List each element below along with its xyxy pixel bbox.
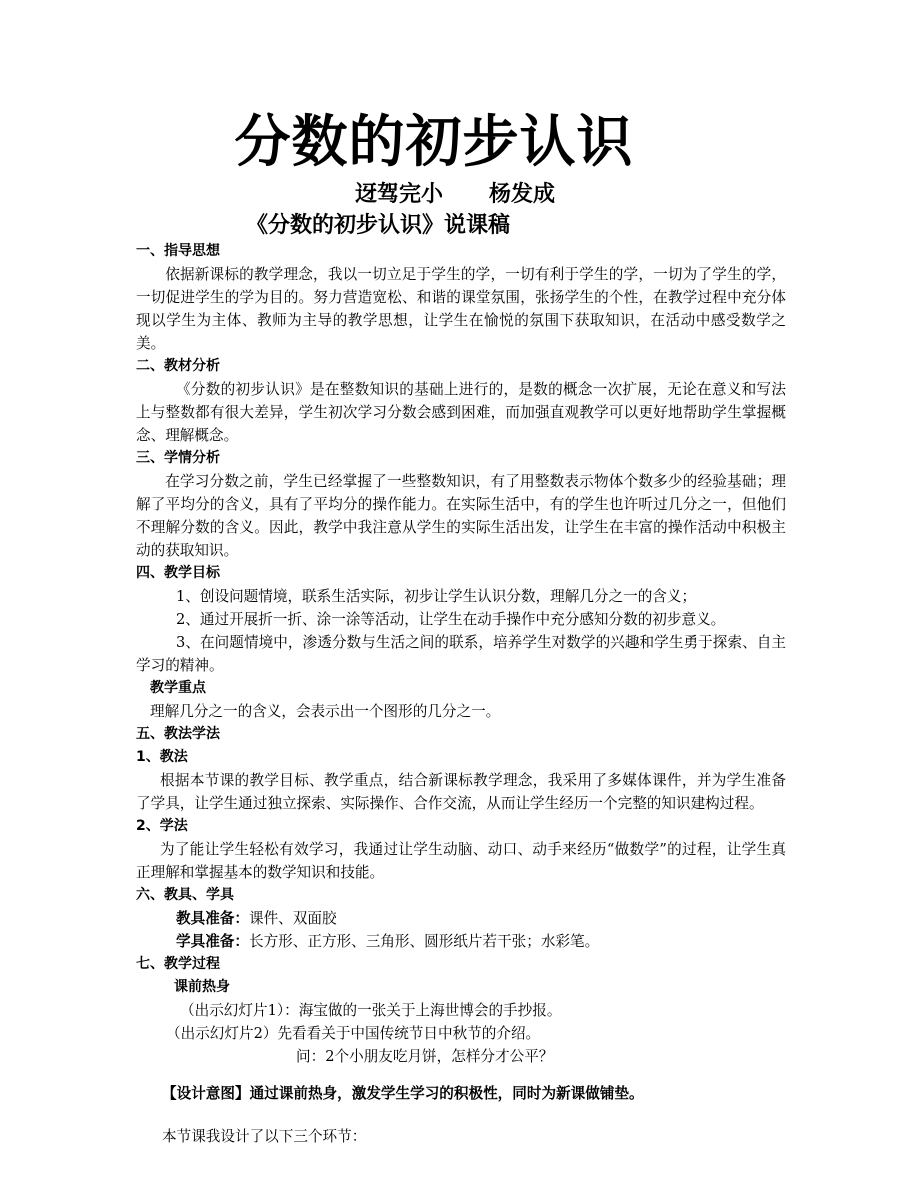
paragraph-learning-method: 为了能让学生轻松有效学习，我通过让学生动脑、动口、动手来经历“做数学”的过程，让学生真正理解和掌握基本的数学知识和技能。	[136, 841, 786, 881]
paragraph-textbook-analysis: 《分数的初步认识》是在整数知识的基础上进行的，是数的概念一次扩展，无论在意义和写法上与整数都有很大差异，学生初次学习分数会感到困难，而加强直观教学可以更好地帮助学生掌握概念、理解概念。	[136, 381, 786, 444]
spacer	[136, 1105, 786, 1125]
subheading-key-point: 教学重点	[150, 680, 206, 696]
section-heading-methods: 五、教法学法	[136, 726, 220, 742]
slide-1-line: （出示幻灯片1）：海宝做的一张关于上海世博会的手抄报。	[180, 1002, 562, 1019]
subheading-learning-method: 2、学法	[136, 818, 188, 834]
teaching-goal-1: 1、创设问题情境，联系生活实际，初步让学生认识分数，理解几分之一的含义；	[176, 588, 697, 605]
paragraph-key-point: 理解几分之一的含义，会表示出一个图形的几分之一。	[150, 703, 501, 720]
document-body	[136, 240, 786, 1148]
paragraph-student-analysis: 在学习分数之前，学生已经掌握了一些整数知识，有了用整数表示物体个数多少的经验基础；理解了平均分的含义，具有了平均分的操作能力。在实际生活中，有的学生也许听过几分之一，但他们不理解分数的含义。因此，教学中我注意从学生的实际生活出发，让学生在丰富的操作活动中积极主动的获取知识。	[136, 473, 786, 559]
paragraph-guiding-thought: 依据新课标的教学理念，我以一切立足于学生的学，一切有利于学生的学，一切为了学生的学，一切促进学生的学为目的。努力营造宽松、和谐的课堂氛围，张扬学生的个性，在教学过程中充分体现以学生为主体、教师为主导的教学思想，让学生在愉悦的氛围下获取知识，在活动中感受数学之美。	[136, 266, 786, 352]
design-intent-note: 【设计意图】通过课前热身，激发学生学习的积极性，同时为新课做铺垫。	[162, 1085, 644, 1102]
section-heading-guiding-thought: 一、指导思想	[136, 243, 220, 259]
learning-tools-line	[136, 930, 786, 953]
teaching-tools-text: 课件、双面胶	[248, 910, 337, 927]
question-line: 问：2个小朋友吃月饼，怎样分才公平？	[296, 1048, 554, 1065]
subheading-warmup: 课前热身	[174, 979, 230, 995]
learning-tools-text: 长方形、正方形、三角形、圆形纸片若干张；水彩笔。	[248, 933, 600, 950]
closing-line: 本节课我设计了以下三个环节：	[162, 1128, 367, 1145]
subheading-teaching-method: 1、教法	[136, 749, 188, 765]
learning-tools-label: 学具准备：	[176, 933, 249, 950]
paragraph-teaching-method: 根据本节课的教学目标、教学重点，结合新课标教学理念，我采用了多媒体课件，并为学生准备了学具，让学生通过独立探索、实际操作、合作交流，从而让学生经历一个完整的知识建构过程。	[136, 772, 786, 812]
section-heading-textbook-analysis: 二、教材分析	[136, 358, 220, 374]
document-subtitle: 《分数的初步认识》说课稿	[246, 213, 511, 238]
section-heading-teaching-goals: 四、教学目标	[136, 565, 220, 581]
section-heading-tools: 六、教具、学具	[136, 887, 234, 903]
section-heading-teaching-process: 七、教学过程	[136, 956, 220, 972]
document-title: 分数的初步认识	[234, 110, 634, 175]
teaching-tools-line	[136, 907, 786, 930]
spacer	[136, 1068, 786, 1082]
author-line: 迓驾完小 杨发成	[355, 182, 555, 207]
teaching-goal-3: 3、在问题情境中，渗透分数与生活之间的联系，培养学生对数学的兴趣和学生勇于探索、自主学习的精神。	[136, 634, 786, 674]
section-heading-student-analysis: 三、学情分析	[136, 450, 220, 466]
teaching-tools-label: 教具准备：	[176, 910, 249, 927]
teaching-goal-2: 2、通过开展折一折、涂一涂等活动，让学生在动手操作中充分感知分数的初步意义。	[176, 611, 726, 628]
slide-2-line: （出示幻灯片2）先看看关于中国传统节日中秋节的介绍。	[166, 1025, 541, 1042]
